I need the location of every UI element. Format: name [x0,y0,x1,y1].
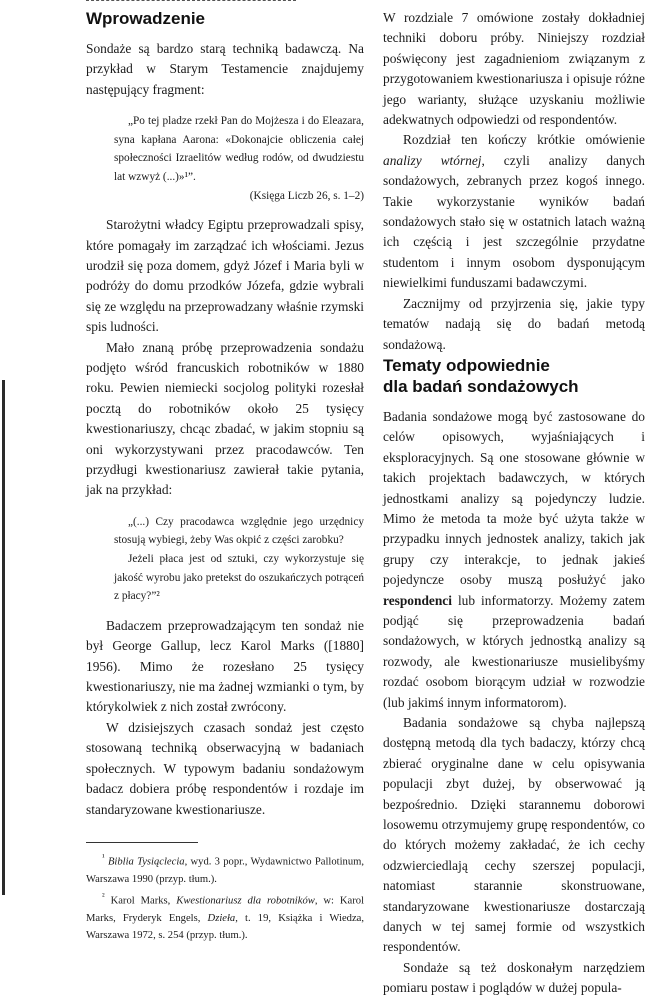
paragraph: W rozdziale 7 omówione zostały dokładniej techniki doboru próby. Niniejszy rozdział poświęcony jest zagadnieniom związanym z przygotowaniem kwestionariusza i opisuje różne jego warianty, służące uzyskaniu możliwie adekwatnych odpowiedzi od respondentów. [383,10,645,128]
section-heading-introduction: Wprowadzenie [86,9,206,28]
quote-text: „Po tej pladze rzekł Pan do Mojżesza i do Eleazara, syna kapłana Aarona: «Dokonajcie obliczenia całej społeczności Izraelitów według rodów, od dwudziestu lat wzwyż (...)»¹”. [114,115,364,183]
marx-questionnaire-quote [114,513,364,606]
quote-text: „(...) Czy pracodawca względnie jego urzędnicy stosują wybiegi, żeby Was okpić z części zarobku? [114,515,364,547]
bible-quote [114,112,364,205]
paragraph: Zacznijmy od przyjrzenia się, jakie typy tematów nadają się do badań metodą sondażową. [383,295,645,352]
quote-text: Jeżeli płaca jest od sztuki, czy wykorzystuje się jakość wyrobu jako pretekst do oszukańczych potrąceń z płacy?”² [114,553,364,603]
paragraph: Sondaże są bardzo starą techniką badawczą. Na przykład w Starym Testamencie znajdujemy następujący fragment: [86,41,364,97]
scan-edge-shadow [2,380,5,895]
paragraph: Mało znaną próbę przeprowadzenia sondażu podjęto wśród francuskich robotników w 1880 roku. Pewien niemiecki socjolog polityki rozesłał pocztą do robotników około 25 tysięcy kwestionariuszy, chcąc zbadać, w jakim stopniu są oni wykorzystywani przez pracodawców. Ten przydługi kwestionariusz zawierał takie pytania, jak na przykład: [86,339,364,498]
paragraph: Badania sondażowe mogą być zastosowane do celów opisowych, wyjaśniających i eksploracyjnych. Są one stosowane głównie w takich projektach badawczych, w których jednostkami analizy są pojedynczy ludzie. Mimo że metoda ta może być użyta także w przypadku innych jednostek analizy, takich jak grupy czy interakcje, to jednak jakieś pojedyncze osoby muszą posłużyć jako respondenci lub informatorzy. Możemy zatem podjąć się przeprowadzenia badań sondażowych, w których jednostką analizy są rozwody, ale kwestionariusze musielibyśmy rozdać osobom biorącym udział w rozwodzie (lub jakimś innym informatorom). [383,408,645,710]
header-rule [86,0,296,4]
paragraph: Badaczem przeprowadzającym ten sondaż nie był George Gallup, lecz Karol Marks ([1880] 1956). Mimo że rozesłano 25 tysięcy kwestionariuszy, nie ma żadnej wzmianki o tym, by którykolwiek z nich został zwrócony. [86,617,364,715]
paragraph: Rozdział ten kończy krótkie omówienie analizy wtórnej, czyli analizy danych sondażowych, zebranych przez kogoś innego. Takie wykorzystanie wyników badań sondażowych stało się w ostatnich latach ważną ich częścią i jest szczególnie przydatne studentom i innym osobom dysponującym niewielkimi funduszami badawczymi. [383,132,645,291]
paragraph: Badania sondażowe są chyba najlepszą dostępną metodą dla tych badaczy, którzy chcą zbierać oryginalne dane w celu opisywania populacji zbyt dużej, by obserwować ją bezpośrednio. Dzięki starannemu doborowi losowemu otrzymujemy grupę respondentów, co do których możemy zakładać, że ich cechy odzwierciedlają cechy szerszej populacji, natomiast starannie skonstruowane, standaryzowane kwestionariusze dostarczają danych w tej samej formie od wszystkich respondentów. [383,715,645,955]
quote-source: (Księga Liczb 26, s. 1–2) [249,189,364,202]
paragraph: Sondaże są też doskonałym narzędziem pomiaru postaw i poglądów w dużej popula- [383,959,645,996]
right-column [383,8,645,999]
footnote-2: $^{^2}$ Karol Marks, Kwestionariusz dla robotników, w: Karol Marks, Fryderyk Engels, Dzieła, t. 19, Książka i Wiedza, Warszawa 1972, s. 254 (przyp. tłum.). [86,890,365,941]
paragraph: W dzisiejszych czasach sondaż jest często stosowaną techniką obserwacyjną w badaniach społecznych. W typowym badaniu sondażowym badacz dobiera próbę respondentów i rozdaje im standaryzowane kwestionariusze. [86,719,364,817]
paragraph: Starożytni władcy Egiptu przeprowadzali spisy, które pomagały im zarządzać ich włościami. Jezus urodził się poza domem, gdyż Józef i Maria byli w podróży do domu przodków Józefa, gdzie wybrali się ze względu na przeprowadzany właśnie rzymski spis ludności. [86,217,364,335]
footnote-rule [86,842,198,843]
footnote-1: $^{^1}$ Biblia Tysiąclecia, wyd. 3 popr., Wydawnictwo Pallotinum, Warszawa 1990 (przyp. tłum.). [86,851,364,885]
section-heading-survey-topics: Tematy odpowiednie dla badań sondażowych [383,355,579,396]
left-column [86,8,364,944]
